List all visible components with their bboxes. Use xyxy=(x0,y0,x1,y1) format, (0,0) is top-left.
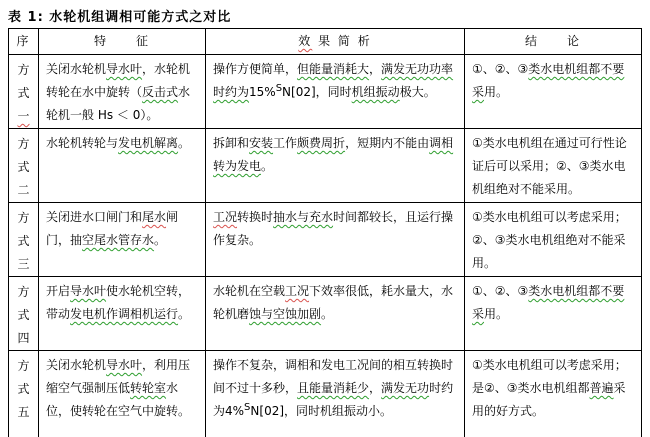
column-header-conclusion: 结 论 xyxy=(465,29,642,55)
table-row xyxy=(9,55,642,129)
feature-cell: 关闭水轮机导水叶，利用压缩空气强制压低转轮室水位，使转轮在空气中旋转。 xyxy=(39,351,206,437)
conclusion-cell: ①、②、③类水电机组都不要采用。 xyxy=(465,277,642,351)
feature-cell: 水轮机转轮与发电机解离。 xyxy=(39,129,206,203)
conclusion-cell: ①类水电机组可以考虑采用；是②、③类水电机组都普遍采用的好方式。 xyxy=(465,351,642,437)
table-row xyxy=(9,129,642,203)
effect-cell: 水轮机在空载工况下效率很低，耗水量大，水轮机磨蚀与空蚀加剧。 xyxy=(206,277,465,351)
conclusion-cell: ①类水电机组可以考虑采用；②、③类水电机组绝对不能采用。 xyxy=(465,203,642,277)
feature-cell: 关闭进水口闸门和尾水闸门，抽空尾水管存水。 xyxy=(39,203,206,277)
column-header-feature: 特 征 xyxy=(39,29,206,55)
seq-cell: 方式三 xyxy=(9,203,39,277)
feature-cell: 开启导水叶使水轮机空转，带动发电机作调相机运行。 xyxy=(39,277,206,351)
header-row xyxy=(9,29,642,55)
conclusion-cell: ①、②、③类水电机组都不要采用。 xyxy=(465,55,642,129)
table-row xyxy=(9,351,642,437)
table-row xyxy=(9,277,642,351)
effect-cell: 操作方便简单，但能量消耗大，满发无功功率时约为15%$^S$N[02]，同时机组振动极大。 xyxy=(206,55,465,129)
effect-cell: 工况转换时抽水与充水时间都较长，且运行操作复杂。 xyxy=(206,203,465,277)
conclusion-cell: ①类水电机组在通过可行性论证后可以采用；②、③类水电机组绝对不能采用。 xyxy=(465,129,642,203)
column-header-effect: 效 果 简 析 xyxy=(206,29,465,55)
seq-cell: 方式一 xyxy=(9,55,39,129)
table-row xyxy=(9,203,642,277)
effect-cell: 拆卸和安装工作颇费周折，短期内不能由调相转为发电。 xyxy=(206,129,465,203)
feature-cell: 关闭水轮机导水叶，水轮机转轮在水中旋转（反击式水轮机一般 Hs ＜ 0）。 xyxy=(39,55,206,129)
seq-cell: 方式五 xyxy=(9,351,39,437)
seq-cell: 方式二 xyxy=(9,129,39,203)
column-header-seq: 序 xyxy=(9,29,39,55)
effect-cell: 操作不复杂，调相和发电工况间的相互转换时间不过十多秒，且能量消耗少，满发无功时约为4%$^S$N[02]，同时机组振动小。 xyxy=(206,351,465,437)
table-caption: 表 1: 水轮机组调相可能方式之对比 xyxy=(8,10,232,25)
seq-cell: 方式四 xyxy=(9,277,39,351)
comparison-table xyxy=(8,28,642,437)
